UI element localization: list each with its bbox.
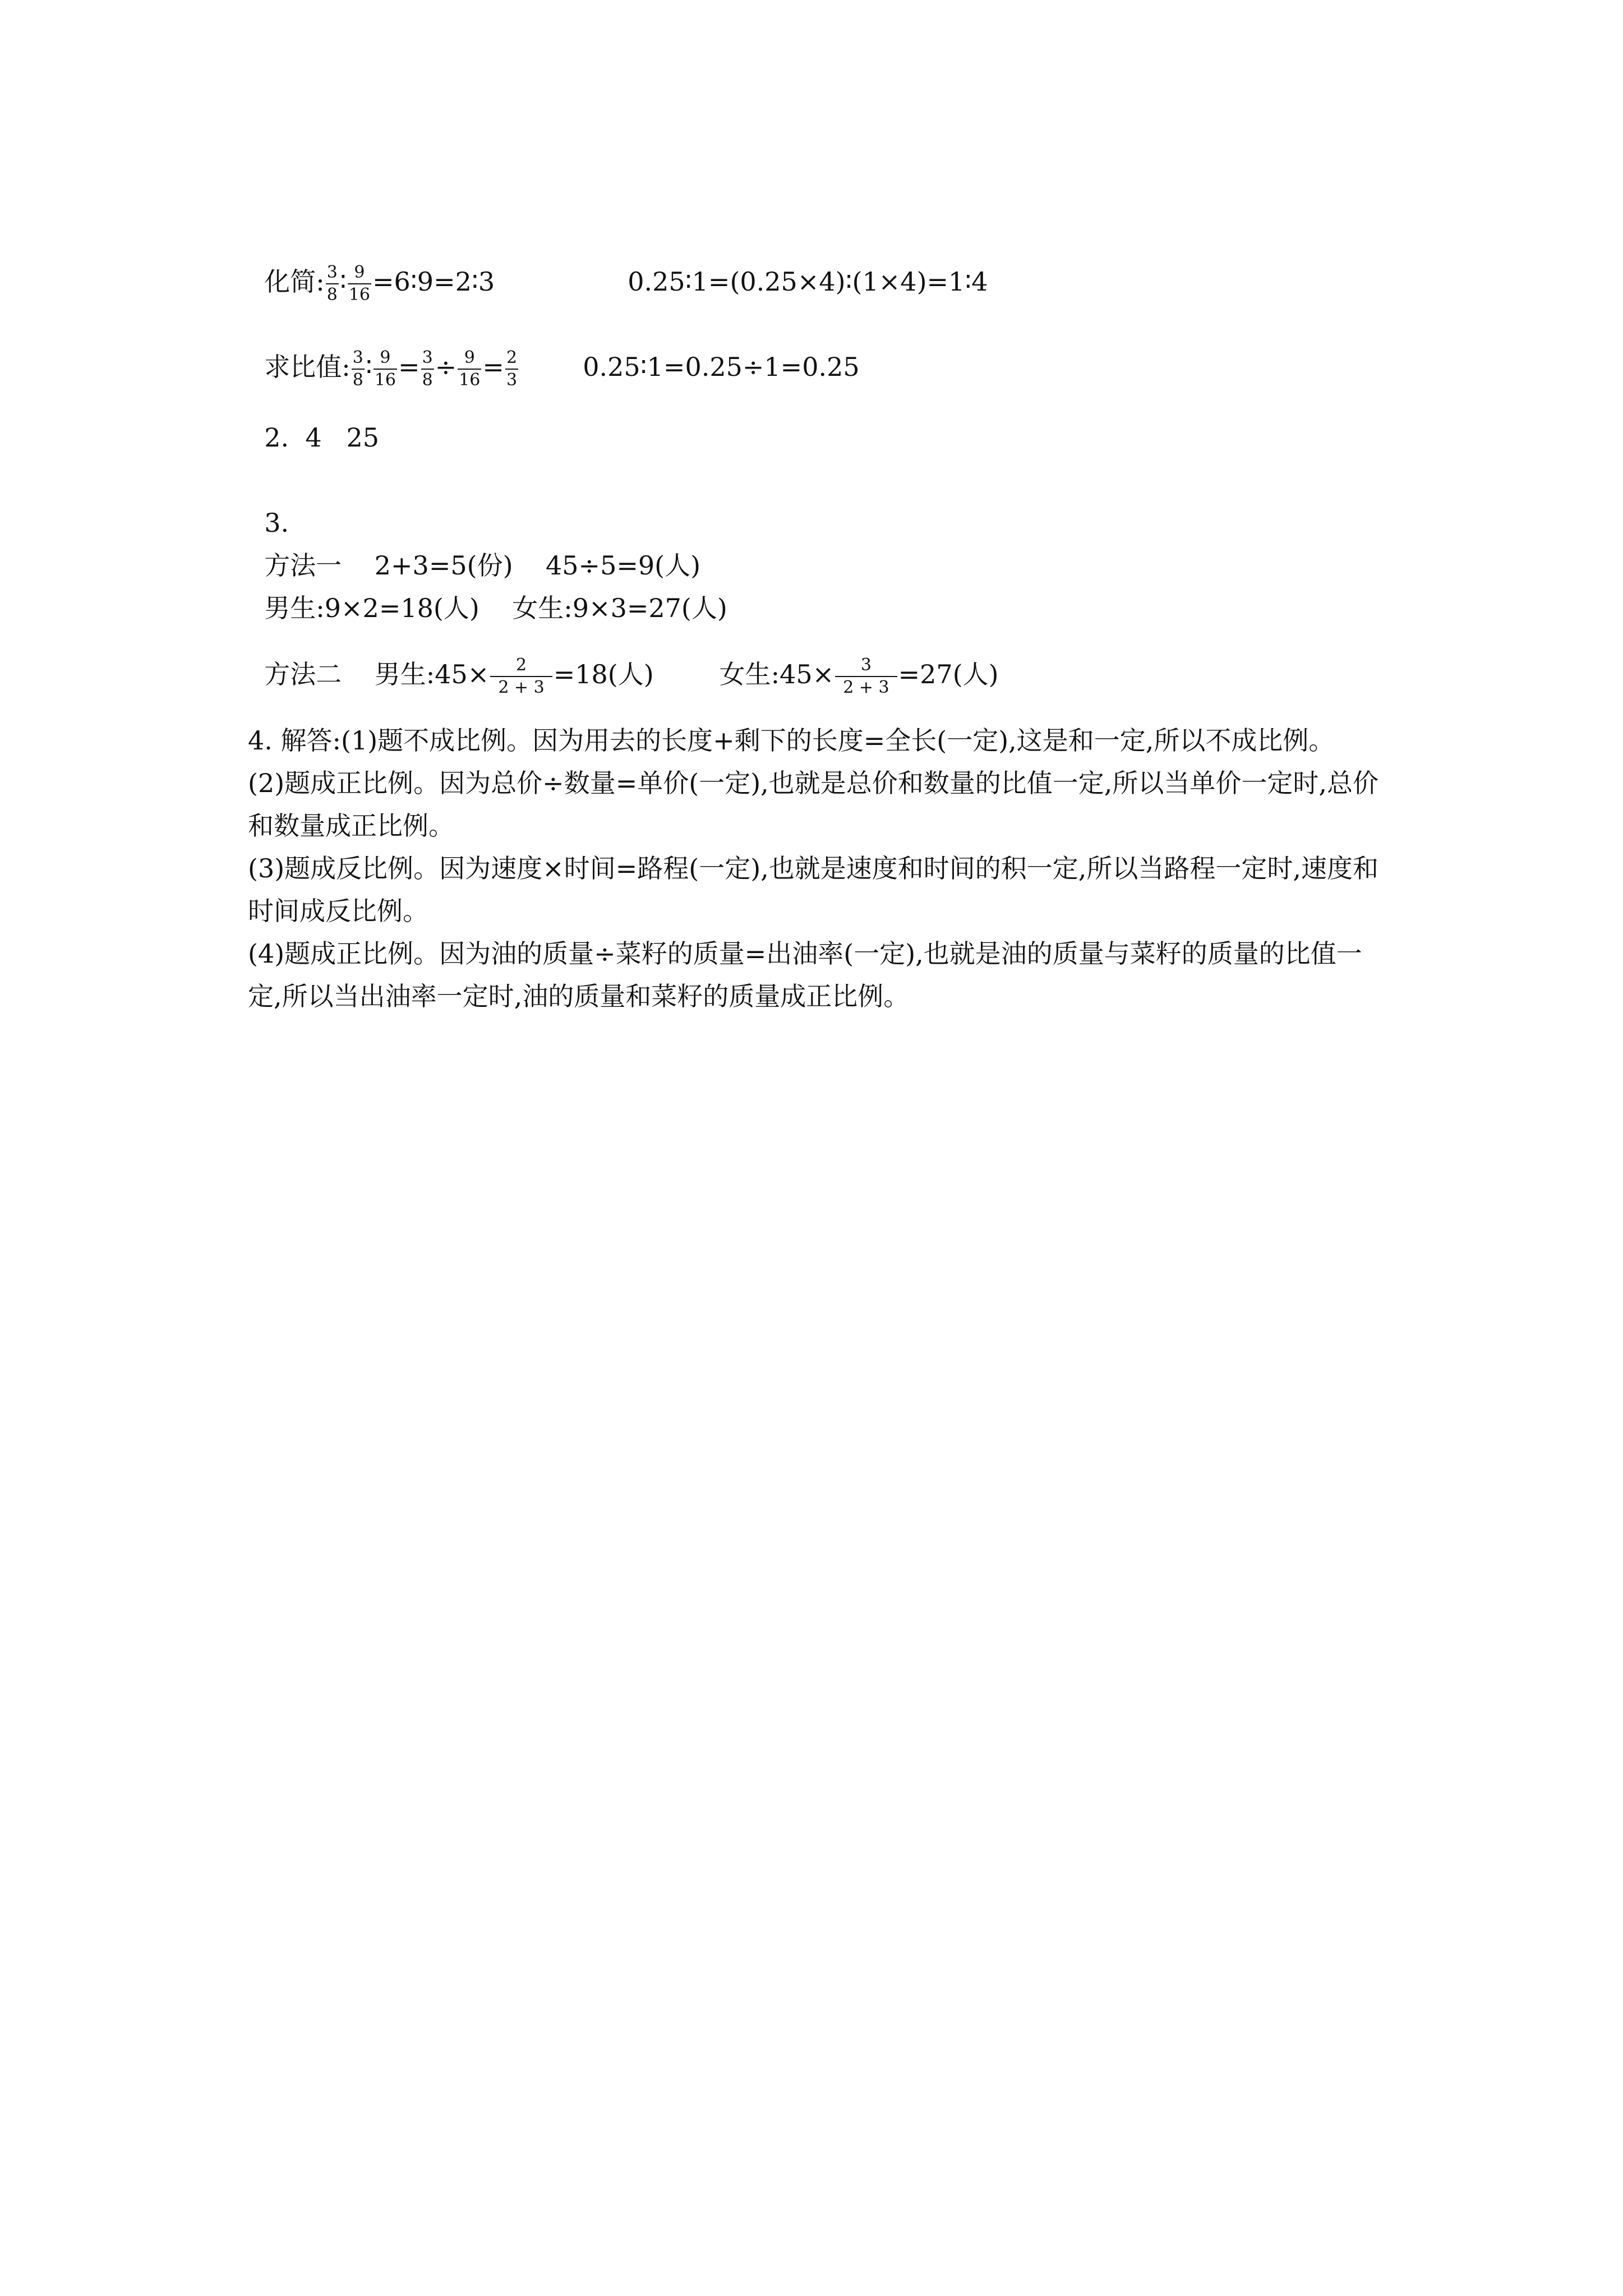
ratio-value-label: 求比值:: [264, 352, 351, 382]
answer-paragraph-4: (4)题成正比例。因为油的质量÷菜籽的质量=出油率(一定),也就是油的质量与菜籽的质量的比值一定,所以当出油率一定时,油的质量和菜籽的质量成正比例。: [248, 938, 1362, 1011]
ratio-value-decimal: 0.25∶1=0.25÷1=0.25: [583, 352, 860, 382]
answer-paragraph-1: 4. 解答:(1)题不成比例。因为用去的长度+剩下的长度=全长(一定),这是和一定,所以不成比例。: [248, 725, 1335, 756]
fraction-3-8: $\frac{3}{8}$: [326, 263, 338, 305]
ratio-colon: ∶: [365, 352, 372, 382]
simplify-line: [248, 218, 495, 306]
method-2-girls-result: =27(人): [898, 659, 999, 689]
equals-sign: =: [398, 352, 420, 382]
answer-paragraph-2: (2)题成正比例。因为总价÷数量=单价(一定),也就是总价和数量的比值一定,所以当单价一定时,总价和数量成正比例。: [248, 768, 1379, 841]
simplify-label: 化简:: [264, 266, 325, 297]
fraction-2-3: $\frac{2}{3}$: [506, 348, 518, 390]
question-4-answer: [248, 719, 1392, 1018]
method-2-line: [248, 610, 999, 698]
fraction-2-over-2-plus-3: $\frac{2}{2 + 3}$: [490, 655, 552, 698]
equals-sign: =: [482, 352, 504, 382]
question-2-answer: [248, 374, 379, 459]
question-2-text: 2. 4 25: [264, 422, 380, 453]
fraction-3-8: $\frac{3}{8}$: [422, 348, 433, 390]
method-2-label: 方法二 男生:45×: [264, 659, 490, 689]
simplify-result: =6∶9=2∶3: [372, 266, 495, 297]
fraction-3-over-2-plus-3: $\frac{3}{2 + 3}$: [835, 655, 897, 698]
fraction-9-16: $\frac{9}{16}$: [374, 348, 396, 390]
method-1-line-1: 方法一 2+3=5(份) 45÷5=9(人): [264, 550, 701, 581]
method-1-line-2: 男生:9×2=18(人) 女生:9×3=27(人): [264, 593, 727, 623]
fraction-3-8: $\frac{3}{8}$: [352, 348, 363, 390]
fraction-9-16: $\frac{9}{16}$: [348, 263, 371, 305]
method-2-boys-result: =18(人) 女生:45×: [553, 659, 834, 689]
simplify-decimal: 0.25∶1=(0.25×4)∶(1×4)=1∶4: [628, 266, 988, 297]
fraction-9-16: $\frac{9}{16}$: [459, 348, 481, 390]
answer-paragraph-3: (3)题成反比例。因为速度×时间=路程(一定),也就是速度和时间的积一定,所以当路程一定时,速度和时间成反比例。: [248, 853, 1379, 926]
ratio-value-second-line: [566, 303, 860, 388]
question-3-number: 3.: [264, 508, 289, 538]
ratio-colon: ∶: [339, 266, 347, 297]
divide-sign: ÷: [435, 352, 457, 382]
simplify-second-line: [611, 218, 988, 303]
